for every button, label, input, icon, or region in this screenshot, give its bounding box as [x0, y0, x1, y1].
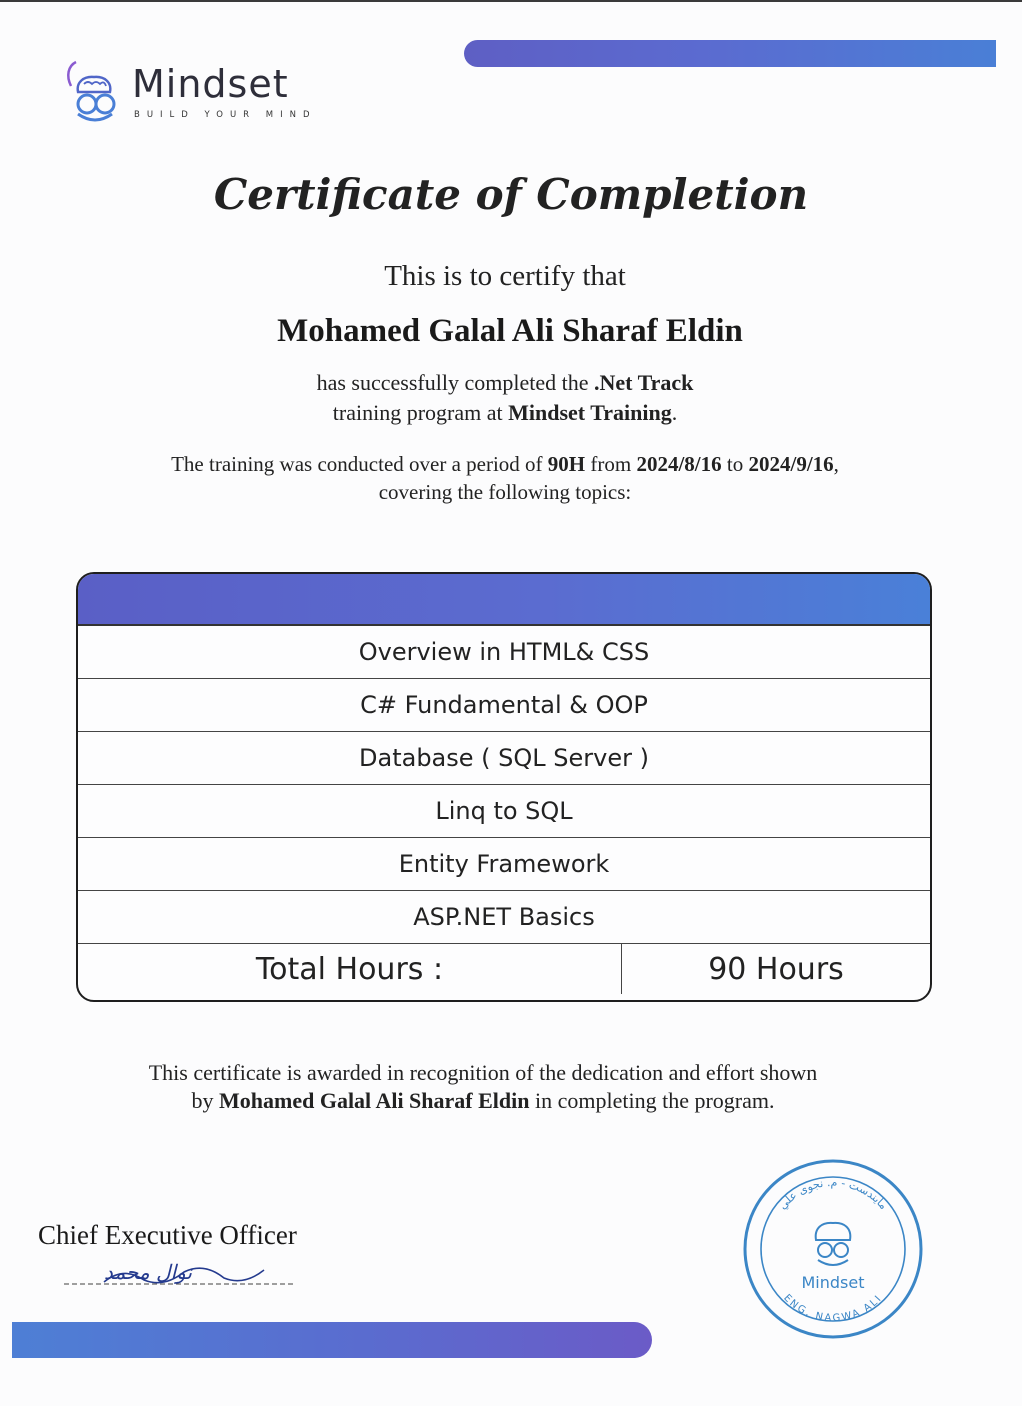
bottom-accent-bar	[12, 1322, 652, 1358]
total-hours-row	[78, 944, 930, 994]
period-prefix: The training was conducted over a period of	[171, 452, 543, 476]
closing-line-2	[0, 1088, 966, 1114]
brand-name: Mindset	[132, 62, 289, 106]
topic-row: Overview in HTML& CSS	[78, 626, 930, 679]
period-line	[0, 452, 1010, 477]
stamp-bottom-text: ENG. NAGWA ALI	[781, 1292, 885, 1325]
start-date: 2024/8/16	[636, 452, 722, 476]
signature-text: نوال محمد	[104, 1260, 193, 1284]
company-stamp	[740, 1156, 926, 1342]
program-line	[0, 400, 1010, 426]
closing-line-1: This certificate is awarded in recognition of the dedication and effort shown	[148, 1060, 818, 1085]
topic-row: Database ( SQL Server )	[78, 732, 930, 785]
top-edge-line	[0, 0, 1022, 2]
stamp-center-text: Mindset	[801, 1273, 865, 1292]
closing-suffix: in completing the program.	[535, 1088, 775, 1113]
period-suffix: ,	[833, 452, 839, 476]
total-hours-value: 90 Hours	[708, 951, 844, 987]
covering-line: covering the following topics:	[378, 480, 632, 504]
end-date: 2024/9/16	[748, 452, 834, 476]
program-suffix: .	[671, 400, 678, 425]
completion-line	[0, 370, 1010, 396]
signature	[64, 1258, 296, 1296]
topics-table-header	[78, 574, 930, 626]
brand-logo	[62, 58, 322, 130]
institution-name: Mindset Training	[508, 400, 672, 425]
brain-glasses-icon	[62, 58, 128, 128]
track-name: .Net Track	[593, 370, 694, 395]
topic-row: ASP.NET Basics	[78, 891, 930, 944]
closing-recipient: Mohamed Galal Ali Sharaf Eldin	[219, 1088, 530, 1113]
brand-tagline: BUILD YOUR MIND	[134, 110, 317, 120]
signatory-title: Chief Executive Officer	[38, 1220, 297, 1250]
topic-row: C# Fundamental & OOP	[78, 679, 930, 732]
stamp-brain-glasses-icon	[816, 1223, 851, 1265]
topic-row: Entity Framework	[78, 838, 930, 891]
closing-by: by	[191, 1088, 214, 1113]
topic-row: Linq to SQL	[78, 785, 930, 838]
certify-line: This is to certify that	[384, 260, 626, 292]
topics-table	[76, 572, 932, 1002]
stamp-top-text: مايندست - م. نجوى علي	[776, 1175, 891, 1212]
from-word: from	[590, 452, 632, 476]
certificate-title: Certificate of Completion	[213, 170, 809, 219]
to-word: to	[726, 452, 744, 476]
duration: 90H	[547, 452, 586, 476]
program-prefix: training program at	[332, 400, 503, 425]
completed-prefix: has successfully completed the	[316, 370, 589, 395]
recipient-name: Mohamed Galal Ali Sharaf Eldin	[277, 313, 743, 349]
total-hours-label: Total Hours :	[78, 944, 622, 994]
top-accent-bar	[464, 40, 996, 67]
